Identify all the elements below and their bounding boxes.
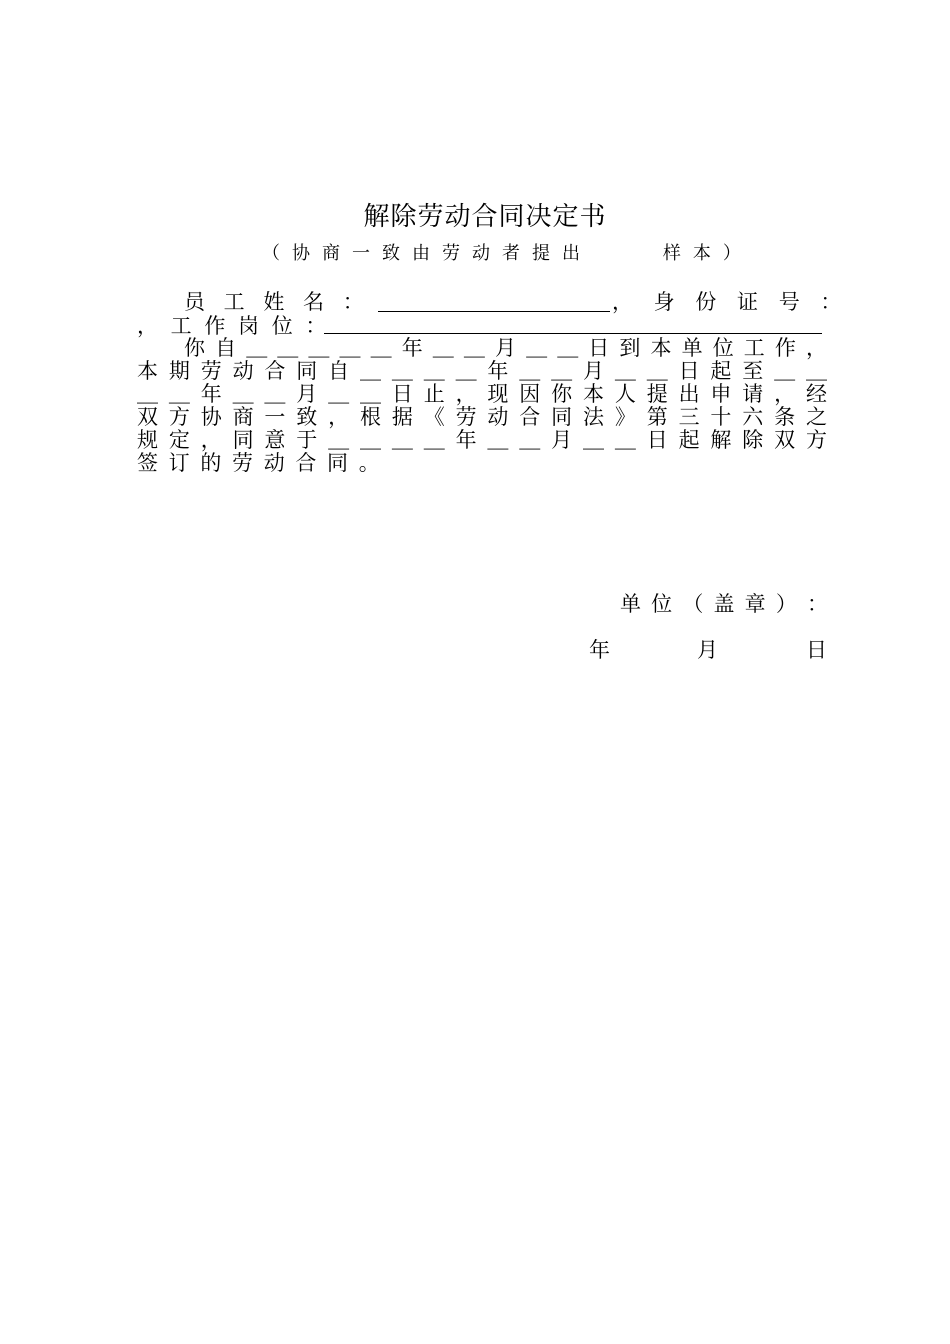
date-month: 月 <box>697 638 718 662</box>
employee-name-blank[interactable] <box>378 311 610 312</box>
document-subtitle: （协商一致由劳动者提出 样本） <box>262 243 753 264</box>
document-title: 解除劳动合同决定书 <box>363 202 607 232</box>
body-line-1: 你 自 ＿ ＿ ＿ ＿ ＿ 年 ＿ ＿ 月 ＿ ＿ 日 到 本 单 位 工 作 ， <box>184 336 827 360</box>
body-line-4: 双 方 协 商 一 致 ， 根 据 《 劳 动 合 同 法 》 第 三 十 六 条 之 <box>137 405 827 429</box>
company-seal-label: 单 位 （ 盖 章 ） ： <box>620 592 828 616</box>
body-line-6: 签 订 的 劳 动 合 同 。 <box>137 451 382 475</box>
body-line-3: ＿ ＿ 年 ＿ ＿ 月 ＿ ＿ 日 止 ， 现 因 你 本 人 提 出 申 请 ， 经 <box>137 382 827 406</box>
body-line-5: 规 定 ， 同 意 于 ＿ ＿ ＿ ＿ 年 ＿ ＿ 月 ＿ ＿ 日 起 解 除 双 方 <box>137 428 827 452</box>
id-number-label: ， 身 份 证 号 ： <box>612 290 849 314</box>
employee-name-label: 员 工 姓 名 ： <box>184 290 370 314</box>
position-blank[interactable] <box>324 333 822 334</box>
position-label: ， 工 作 岗 位 ： <box>137 314 330 338</box>
date-year: 年 <box>589 638 610 662</box>
date-day: 日 <box>806 638 827 662</box>
body-line-2: 本 期 劳 动 合 同 自 ＿ ＿ ＿ ＿ 年 ＿ ＿ 月 ＿ ＿ 日 起 至 ＿ ＿ <box>137 359 827 383</box>
